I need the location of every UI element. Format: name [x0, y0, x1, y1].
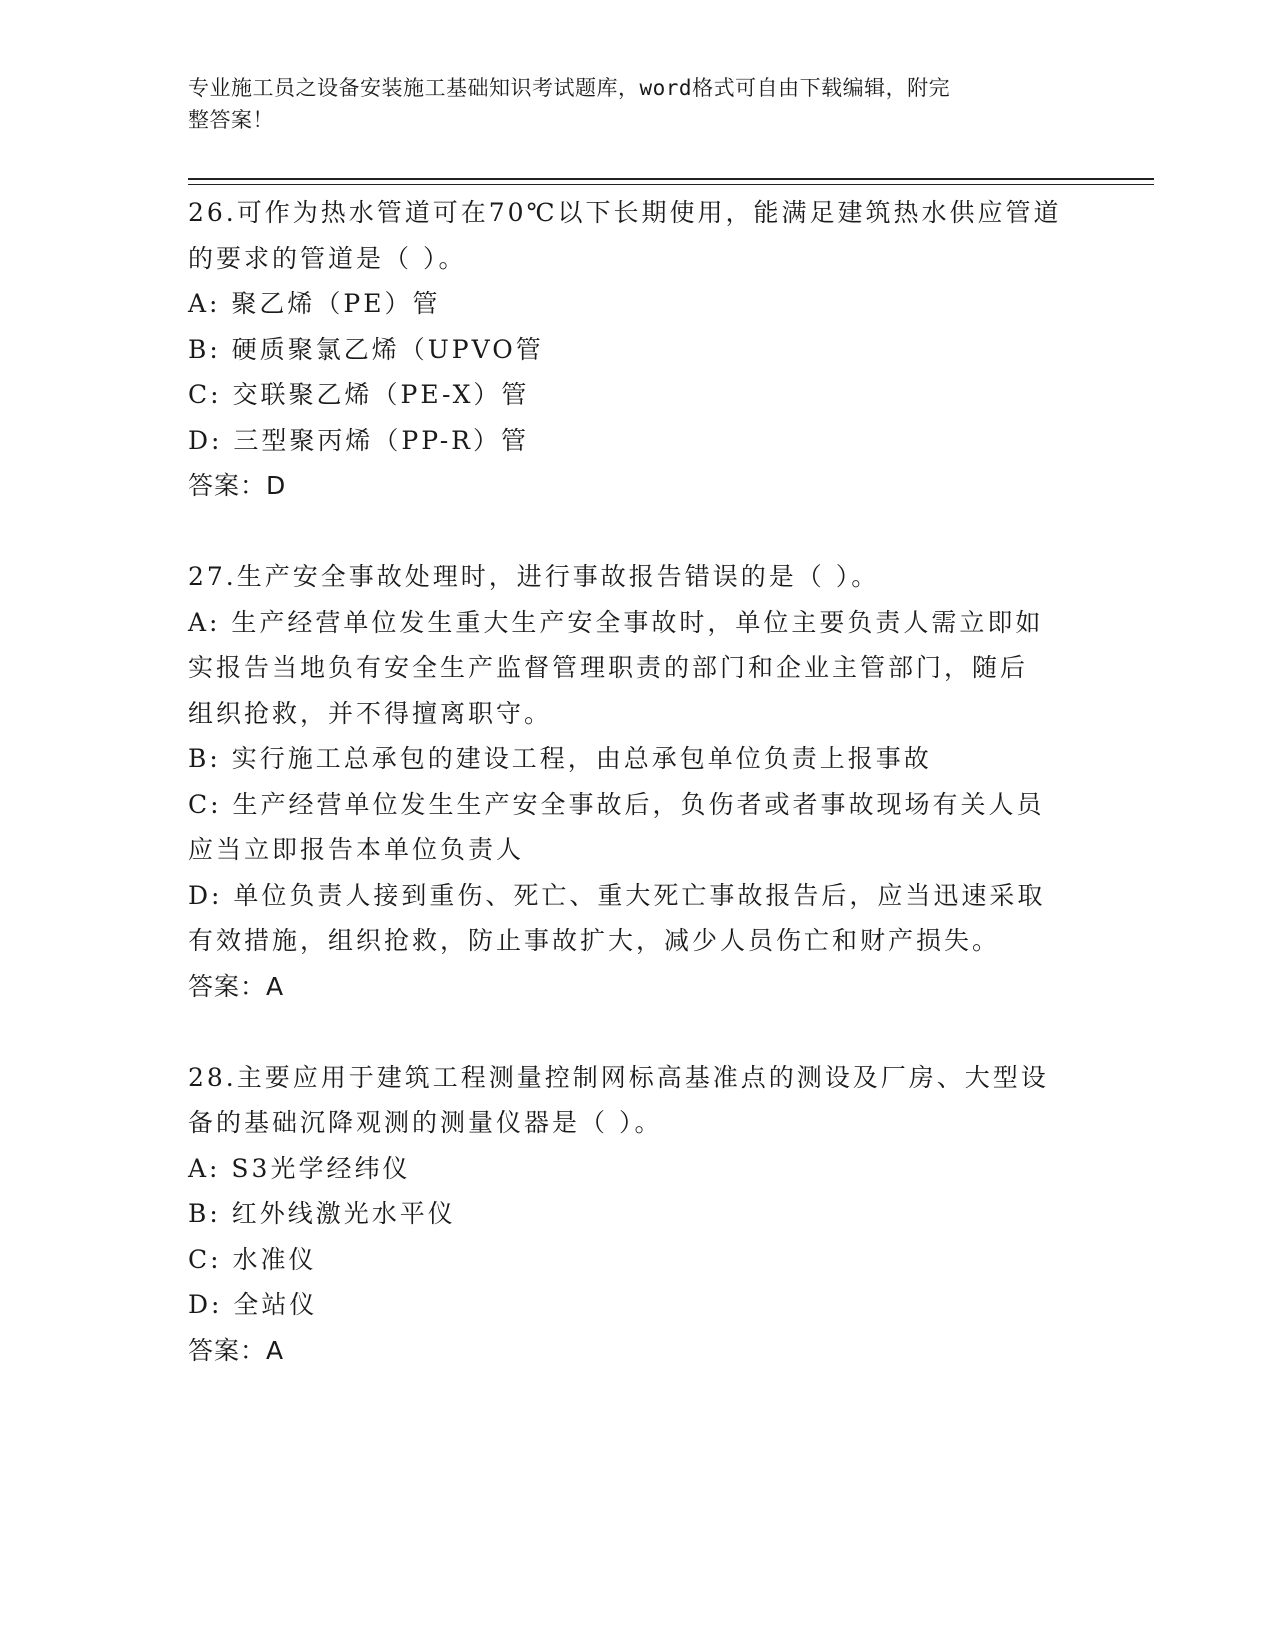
question-text-line: 的要求的管道是（ ）。: [188, 243, 467, 273]
header-line-1: 专业施工员之设备安装施工基础知识考试题库，word格式可自由下载编辑，附完: [188, 76, 951, 100]
option-a-line: 实报告当地负有安全生产监督管理职责的部门和企业主管部门，随后: [188, 653, 1029, 682]
header-line-2: 整答案！: [188, 108, 274, 132]
option-b: B: 硬质聚氯乙烯（UPVO管: [188, 334, 544, 364]
question-28: [188, 1055, 1088, 1374]
option-c: C: 水准仪: [188, 1244, 317, 1274]
option-a: A: S3光学经纬仪: [188, 1153, 411, 1183]
question-text-line: 26.可作为热水管道可在70℃以下长期使用，能满足建筑热水供应管道: [188, 198, 1062, 227]
option-d-line: D: 单位负责人接到重伤、死亡、重大死亡事故报告后，应当迅速采取: [188, 880, 1046, 910]
option-c: C: 交联聚乙烯（PE-X）管: [188, 380, 530, 409]
answer-line: 答案：A: [188, 971, 285, 1001]
option-d-line: 有效措施，组织抢救，防止事故扩大，减少人员伤亡和财产损失。: [188, 926, 1001, 955]
question-27: [188, 554, 1088, 1009]
option-a-line: 组织抢救，并不得擅离职守。: [188, 698, 553, 728]
option-a-line: A: 生产经营单位发生重大生产安全事故时，单位主要负责人需立即如: [188, 607, 1044, 637]
answer-line: 答案：D: [188, 471, 287, 500]
question-text-line: 27.生产安全事故处理时，进行事故报告错误的是（ ）。: [188, 562, 880, 591]
question-26: [188, 190, 1088, 509]
option-b: B: 实行施工总承包的建设工程，由总承包单位负责上报事故: [188, 744, 932, 773]
option-d: D: 全站仪: [188, 1290, 318, 1319]
header-rule-thick: [188, 178, 1154, 180]
option-c-line: 应当立即报告本单位负责人: [188, 835, 525, 864]
answer-line: 答案：A: [188, 1335, 285, 1365]
option-d: D: 三型聚丙烯（PP-R）管: [188, 425, 529, 455]
question-list: [188, 190, 1088, 1419]
option-b: B: 红外线激光水平仪: [188, 1199, 456, 1228]
document-header: [188, 72, 1068, 136]
option-a: A: 聚乙烯（PE）管: [188, 289, 441, 318]
question-text-line: 28.主要应用于建筑工程测量控制网标高基准点的测设及厂房、大型设: [188, 1062, 1049, 1092]
question-text-line: 备的基础沉降观测的测量仪器是（ ）。: [188, 1108, 663, 1137]
option-c-line: C: 生产经营单位发生生产安全事故后，负伤者或者事故现场有关人员: [188, 789, 1045, 819]
header-rule-thin: [188, 184, 1154, 185]
